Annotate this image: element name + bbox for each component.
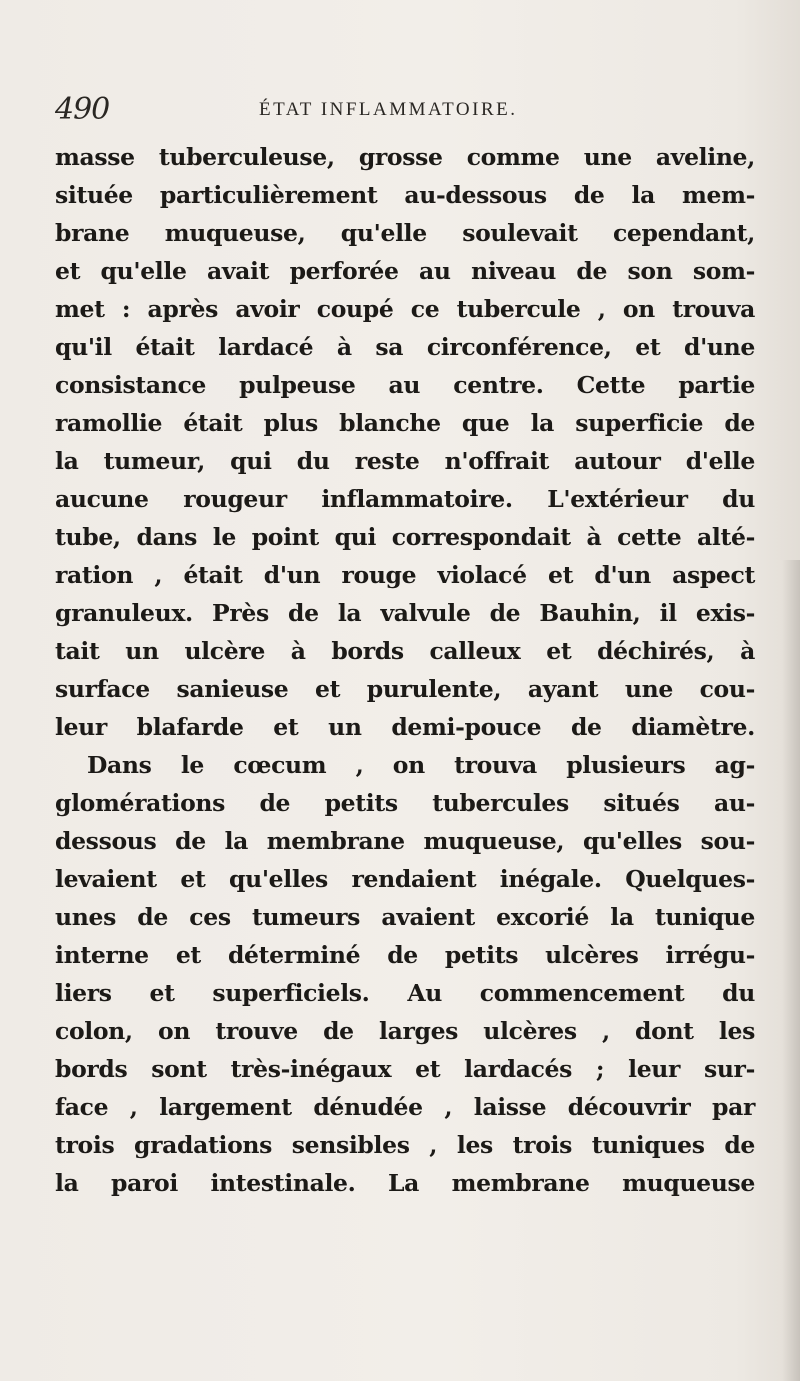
text-line: ration , était d'un rouge violacé et d'un aspect bbox=[55, 561, 755, 589]
text-line: qu'il était lardacé à sa circonférence, et d'une bbox=[55, 333, 755, 361]
text-line: unes de ces tumeurs avaient excorié la tunique bbox=[55, 903, 755, 931]
text-line: la paroi intestinale. La membrane muqueuse bbox=[55, 1169, 755, 1197]
page-number: 490 bbox=[55, 92, 110, 127]
text-line: face , largement dénudée , laisse découvrir par bbox=[55, 1093, 755, 1121]
body-text bbox=[55, 138, 755, 1202]
text-line: située particulièrement au-dessous de la mem- bbox=[55, 181, 755, 209]
text-line: masse tuberculeuse, grosse comme une aveline, bbox=[55, 143, 755, 171]
text-line: levaient et qu'elles rendaient inégale. Quelques- bbox=[55, 865, 755, 893]
text-line: consistance pulpeuse au centre. Cette partie bbox=[55, 371, 755, 399]
text-line: tait un ulcère à bords calleux et déchirés, à bbox=[55, 637, 755, 665]
text-line: brane muqueuse, qu'elle soulevait cependant, bbox=[55, 219, 755, 247]
text-line: trois gradations sensibles , les trois tuniques de bbox=[55, 1131, 755, 1159]
text-line: bords sont très-inégaux et lardacés ; leur sur- bbox=[55, 1055, 755, 1083]
text-line: met : après avoir coupé ce tubercule , on trouva bbox=[55, 295, 755, 323]
paragraph-start-line: Dans le cœcum , on trouva plusieurs ag- bbox=[87, 751, 755, 779]
text-line: surface sanieuse et purulente, ayant une cou- bbox=[55, 675, 755, 703]
text-line: dessous de la membrane muqueuse, qu'elles sou- bbox=[55, 827, 755, 855]
text-line: ramollie était plus blanche que la superficie de bbox=[55, 409, 755, 437]
text-line: glomérations de petits tubercules situés au- bbox=[55, 789, 755, 817]
text-line: liers et superficiels. Au commencement du bbox=[55, 979, 755, 1007]
page-edge-shadow bbox=[782, 560, 800, 1381]
text-line: aucune rougeur inflammatoire. L'extérieur du bbox=[55, 485, 755, 513]
text-line: interne et déterminé de petits ulcères irrégu- bbox=[55, 941, 755, 969]
text-line: et qu'elle avait perforée au niveau de son som- bbox=[55, 257, 755, 285]
text-line: la tumeur, qui du reste n'offrait autour d'elle bbox=[55, 447, 755, 475]
text-line: colon, on trouve de larges ulcères , dont les bbox=[55, 1017, 755, 1045]
running-head: ÉTAT INFLAMMATOIRE. bbox=[259, 99, 518, 120]
text-line: tube, dans le point qui correspondait à cette alté- bbox=[55, 523, 755, 551]
page-header bbox=[55, 92, 755, 132]
text-line: granuleux. Près de la valvule de Bauhin, il exis- bbox=[55, 599, 755, 627]
text-line: leur blafarde et un demi-pouce de diamètre. bbox=[55, 713, 755, 741]
